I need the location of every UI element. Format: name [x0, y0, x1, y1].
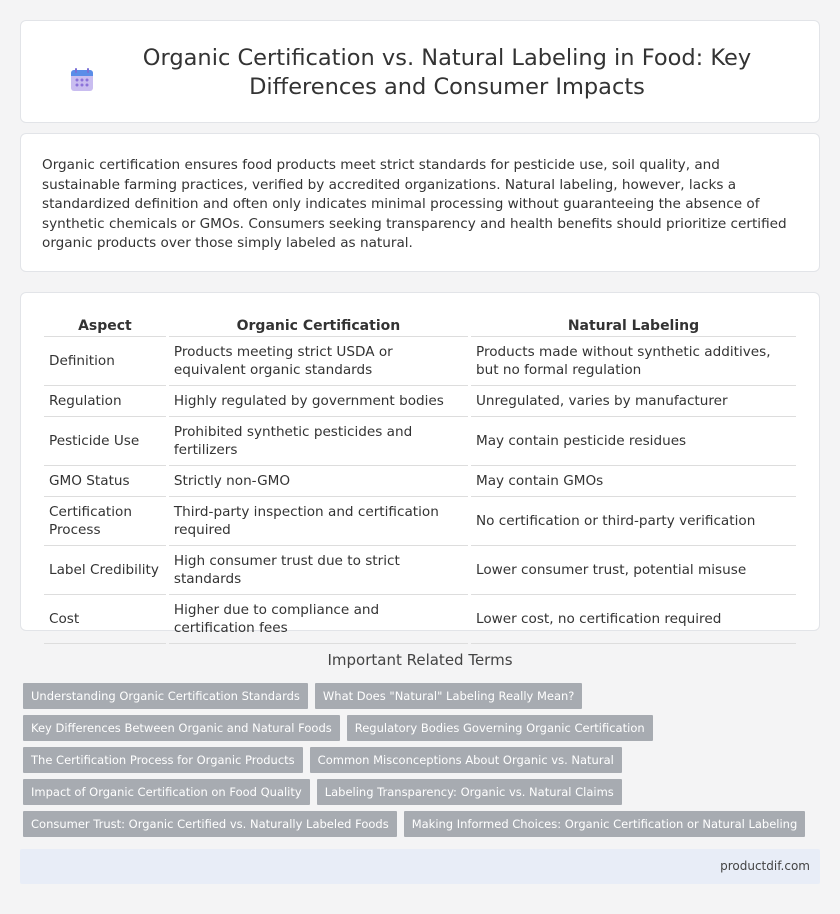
- table-cell: Pesticide Use: [44, 417, 166, 466]
- table-cell: Lower consumer trust, potential misuse: [471, 546, 796, 595]
- table-row: [44, 466, 796, 497]
- related-term-link[interactable]: Making Informed Choices: Organic Certification or Natural Labeling: [404, 811, 806, 837]
- related-terms-tags: [23, 683, 803, 843]
- intro-card: [20, 133, 820, 272]
- related-term-link[interactable]: Labeling Transparency: Organic vs. Natural Claims: [317, 779, 622, 805]
- column-header-aspect: Aspect: [44, 315, 166, 337]
- table-row: [44, 337, 796, 386]
- table-cell: Certification Process: [44, 497, 166, 546]
- table-cell: GMO Status: [44, 466, 166, 497]
- tag-row: [23, 779, 803, 805]
- tag-row: [23, 715, 803, 741]
- table-cell: May contain pesticide residues: [471, 417, 796, 466]
- table-cell: No certification or third-party verification: [471, 497, 796, 546]
- title-card: [20, 20, 820, 123]
- table-cell: Products meeting strict USDA or equivalent organic standards: [169, 337, 468, 386]
- table-cell: Strictly non-GMO: [169, 466, 468, 497]
- table-row: [44, 386, 796, 417]
- table-cell: High consumer trust due to strict standards: [169, 546, 468, 595]
- related-term-link[interactable]: What Does "Natural" Labeling Really Mean?: [315, 683, 582, 709]
- table-row: [44, 546, 796, 595]
- related-term-link[interactable]: Consumer Trust: Organic Certified vs. Naturally Labeled Foods: [23, 811, 397, 837]
- related-term-link[interactable]: Regulatory Bodies Governing Organic Certification: [347, 715, 653, 741]
- table-row: [44, 595, 796, 644]
- footer: [20, 849, 820, 884]
- table-cell: Products made without synthetic additives, but no formal regulation: [471, 337, 796, 386]
- table-header-row: [44, 315, 796, 337]
- table-cell: Definition: [44, 337, 166, 386]
- table-cell: Lower cost, no certification required: [471, 595, 796, 644]
- table-cell: Regulation: [44, 386, 166, 417]
- intro-paragraph: Organic certification ensures food products meet strict standards for pesticide use, soil quality, and sustainable farming practices, verified by accredited organizations. Natural labeling, however, lacks a standardized definition and often only indicates minimal processing without guaranteeing the absence of synthetic chemicals or GMOs. Consumers seeking transparency and health benefits should prioritize certified organic products over those simply labeled as natural.: [42, 157, 787, 251]
- column-header-organic: Organic Certification: [169, 315, 468, 337]
- table-cell: Prohibited synthetic pesticides and fertilizers: [169, 417, 468, 466]
- tag-row: [23, 747, 803, 773]
- table-cell: May contain GMOs: [471, 466, 796, 497]
- tag-row: [23, 683, 803, 709]
- column-header-natural: Natural Labeling: [471, 315, 796, 337]
- related-terms-heading: Important Related Terms: [327, 651, 513, 669]
- table-cell: Unregulated, varies by manufacturer: [471, 386, 796, 417]
- related-term-link[interactable]: Common Misconceptions About Organic vs. Natural: [310, 747, 622, 773]
- related-term-link[interactable]: The Certification Process for Organic Products: [23, 747, 303, 773]
- page-title: Organic Certification vs. Natural Labeling in Food: Key Differences and Consumer Impacts: [142, 45, 752, 100]
- comparison-table: [41, 315, 799, 644]
- comparison-table-card: [20, 292, 820, 636]
- related-term-link[interactable]: Key Differences Between Organic and Natural Foods: [23, 715, 340, 741]
- related-term-link[interactable]: Understanding Organic Certification Standards: [23, 683, 308, 709]
- table-cell: Third-party inspection and certification required: [169, 497, 468, 546]
- related-term-link[interactable]: Impact of Organic Certification on Food Quality: [23, 779, 310, 805]
- table-cell: Label Credibility: [44, 546, 166, 595]
- table-row: [44, 497, 796, 546]
- table-cell: Highly regulated by government bodies: [169, 386, 468, 417]
- table-row: [44, 417, 796, 466]
- table-cell: Higher due to compliance and certification fees: [169, 595, 468, 644]
- table-cell: Cost: [44, 595, 166, 644]
- footer-site-name: productdif.com: [720, 859, 810, 873]
- tag-row: [23, 811, 803, 837]
